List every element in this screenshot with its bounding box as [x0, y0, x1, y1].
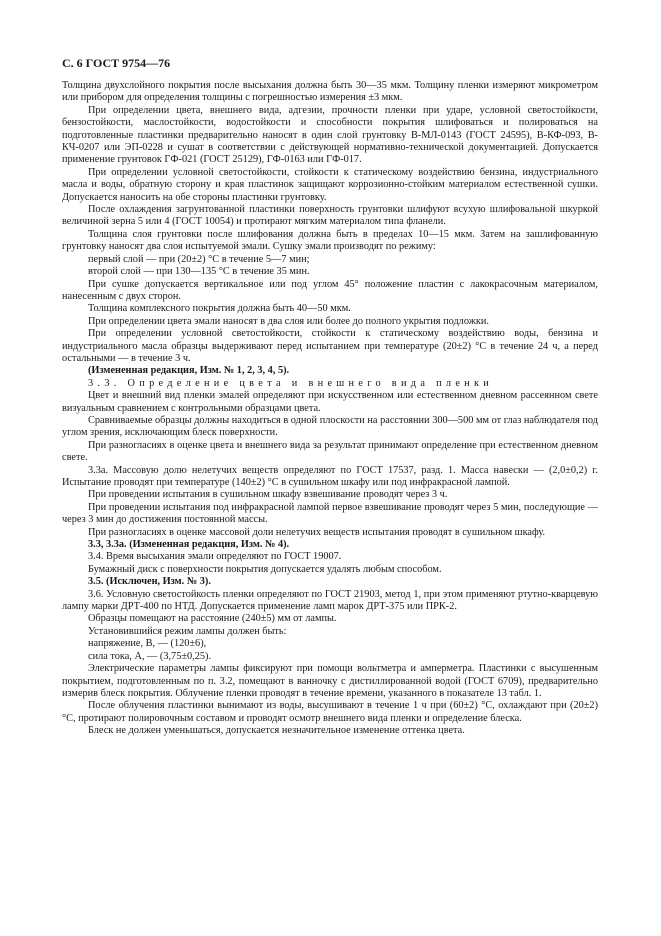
- paragraph: Толщина слоя грунтовки после шлифования должна быть в пределах 10—15 мкм. Затем на зашлифованную грунтовку наносят два слоя испытуемой эмали. Сушку эмали производят по режиму:: [62, 228, 598, 253]
- paragraph: сила тока, А, — (3,75±0,25).: [88, 650, 212, 662]
- paragraph: напряжение, В, — (120±6),: [88, 638, 207, 650]
- paragraph: 3.3. Определение цвета и внешнего вида пленки: [88, 377, 494, 389]
- paragraph: Цвет и внешний вид пленки эмалей определяют при искусственном или естественном дневном рассеянном свете визуальным сравнением с контрольными образцами цвета.: [62, 390, 598, 414]
- paragraph: Бумажный диск с поверхности покрытия допускается удалять любым способом.: [88, 563, 442, 575]
- paragraph: 3.3, 3.3а. (Измененная редакция, Изм. № 4).: [88, 539, 290, 551]
- paragraph: 3.6. Условную светостойкость пленки определяют по ГОСТ 21903, метод 1, при этом применяют ртутно-кварцевую лампу марки ДРТ-400 по НТД. Допускается применение ламп марок ДРТ-375 или ПРК-2.: [62, 588, 598, 613]
- paragraph: При проведении испытания под инфракрасной лампой первое взвешивание проводят через 5 мин, последующие — через 3 мин до достижения постоянной массы.: [62, 501, 598, 526]
- paragraph: Толщина комплексного покрытия должна быть 40—50 мкм.: [88, 303, 351, 315]
- paragraph: Сравниваемые образцы должны находиться в одной плоскости на расстоянии 300—500 мм от глаз наблюдателя под углом зрения, исключающим блеск поверхности.: [62, 414, 598, 439]
- paragraph: второй слой — при 130—135 °С в течение 35 мин.: [88, 266, 310, 278]
- paragraph: 3.5. (Исключен, Изм. № 3).: [88, 576, 211, 588]
- paragraph: Образцы помещают на расстояние (240±5) мм от лампы.: [88, 613, 337, 625]
- page-header: С. 6 ГОСТ 9754—76: [62, 56, 171, 70]
- paragraph: Блеск не должен уменьшаться, допускается незначительное изменение оттенка цвета.: [88, 725, 465, 737]
- paragraph: При определении цвета, внешнего вида, адгезии, прочности пленки при ударе, условной светостойкости, бензостойкости, маслостойкости, водостойкости и способности покрытия шлифоваться и полироваться на подготовленные пластинки предварительно наносят в один слой грунтовку В-МЛ-0143 (ГОСТ 24595), В-КФ-093, В-КЧ-0207 или ЭП-0228 и сушат в соответствии с действующей нормативно-технической документацией. Допускается применение грунтовок ГФ-021 (ГОСТ 25129), ГФ-0163 или ГФ-017.: [62, 104, 598, 166]
- paragraph: Электрические параметры лампы фиксируют при помощи вольтметра и амперметра. Пластинки с высушенным покрытием, подготовленным по п. 3.2, помещают в ванночку с дистиллированной водой (ГОСТ 6709), предварительно измерив блеск покрытия. Облучение пленки проводят в течение времени, указанного в показателе 13 табл. 1.: [62, 663, 598, 699]
- paragraph: При определении условной светостойкости, стойкости к статическому воздействию воды, бензина и индустриального масла образцы выдерживают перед испытанием при температуре (20±2) °С в течение 24 ч, а перед остальными — в течение 3 ч.: [62, 328, 598, 364]
- paragraph: После охлаждения загрунтованной пластинки поверхность грунтовки шлифуют всухую шлифовальной шкуркой величиной зерна 5 или 4 (ГОСТ 10054) и протирают мягким материалом типа фланели.: [62, 204, 598, 228]
- paragraph: При проведении испытания в сушильном шкафу взвешивание проводят через 3 ч.: [88, 489, 448, 501]
- paragraph: При разногласиях в оценке массовой доли нелетучих веществ испытания проводят в сушильном шкафу.: [88, 526, 546, 538]
- paragraph: При сушке допускается вертикальное или под углом 45° положение пластин с лакокрасочным материалом, нанесенным с двух сторон.: [62, 278, 598, 302]
- paragraph: Установившийся режим лампы должен быть:: [88, 625, 287, 637]
- paragraph: Толщина двухслойного покрытия после высыхания должна быть 30—35 мкм. Толщину пленки измеряют микрометром или прибором для определения толщины с погрешностью измерения ±3 мкм.: [62, 80, 598, 104]
- paragraph: первый слой — при (20±2) °С в течение 5—7 мин;: [88, 253, 310, 265]
- document-body: [62, 80, 598, 738]
- paragraph: При определении цвета эмали наносят в два слоя или более до полного укрытия подложки.: [88, 315, 489, 327]
- paragraph: 3.3а. Массовую долю нелетучих веществ определяют по ГОСТ 17537, разд. 1. Масса навески — (2,0±0,2) г. Испытание проводят при температуре (140±2) °С в сушильном шкафу или под инфракрасной лампой.: [62, 464, 598, 488]
- paragraph: При определении условной светостойкости, стойкости к статическому воздействию бензина, индустриального масла и воды, обратную сторону и края пластинок защищают коррозионно-стойким материалом естественной сушки. Допускается наносить на обе стороны пластинки грунтовку.: [62, 166, 598, 203]
- paragraph: При разногласиях в оценке цвета и внешнего вида за результат принимают определение при естественном дневном свете.: [62, 439, 598, 464]
- paragraph: 3.4. Время высыхания эмали определяют по ГОСТ 19007.: [88, 551, 342, 563]
- paragraph: После облучения пластинки вынимают из воды, высушивают в течение 1 ч при (60±2) °С, охлаждают при (20±2) °С, протирают полировочным составом и проводят осмотр внешнего вида пленки и определение блеска.: [62, 700, 598, 724]
- paragraph: (Измененная редакция, Изм. № 1, 2, 3, 4, 5).: [88, 365, 290, 377]
